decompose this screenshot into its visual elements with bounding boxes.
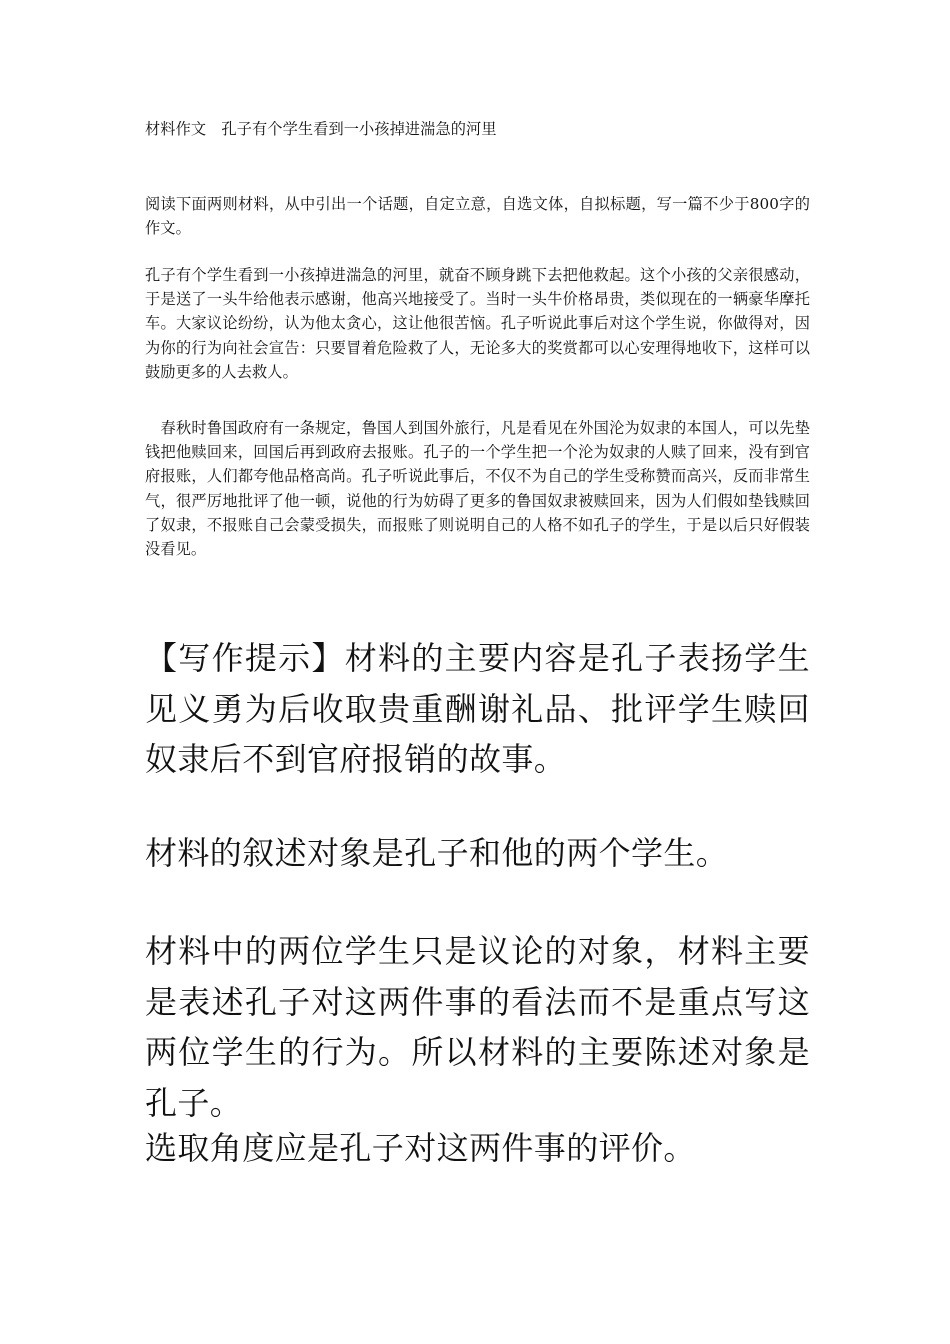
assignment-instructions: 阅读下面两则材料，从中引出一个话题，自定立意，自选文体，自拟标题，写一篇不少于800字的作文。: [145, 195, 810, 238]
writing-tip-paragraph: 材料中的两位学生只是议论的对象，材料主要是表述孔子对这两件事的看法而不是重点写这两位学生的行为。所以材料的主要陈述对象是孔子。: [145, 932, 810, 1122]
writing-tip-paragraph: 【写作提示】材料的主要内容是孔子表扬学生见义勇为后收取贵重酬谢礼品、批评学生赎回奴隶后不到官府报销的故事。: [145, 639, 810, 778]
writing-tip-paragraph: 材料的叙述对象是孔子和他的两个学生。: [145, 834, 729, 872]
writing-tip-paragraph: 选取角度应是孔子对这两件事的评价。: [145, 1129, 696, 1167]
material-paragraph-1: 孔子有个学生看到一小孩掉进湍急的河里，就奋不顾身跳下去把他救起。这个小孩的父亲很感动，于是送了一头牛给他表示感谢，他高兴地接受了。当时一头牛价格昂贵，类似现在的一辆豪华摩托车。大家议论纷纷，认为他太贪心，这让他很苦恼。孔子听说此事后对这个学生说，你做得对，因为你的行为向社会宣告：只要冒着危险救了人，无论多大的奖赏都可以心安理得地收下，这样可以鼓励更多的人去救人。: [145, 266, 810, 381]
document-title: 材料作文 孔子有个学生看到一小孩掉进湍急的河里: [145, 120, 497, 138]
material-paragraph-2: 春秋时鲁国政府有一条规定，鲁国人到国外旅行，凡是看见在外国沦为奴隶的本国人，可以先垫钱把他赎回来，回国后再到政府去报账。孔子的一个学生把一个沦为奴隶的人赎了回来，没有到官府报账，人们都夸他品格高尚。孔子听说此事后，不仅不为自己的学生受称赞而高兴，反而非常生气，很严厉地批评了他一顿，说他的行为妨碍了更多的鲁国奴隶被赎回来，因为人们假如垫钱赎回了奴隶，不报账自己会蒙受损失，而报账了则说明自己的人格不如孔子的学生，于是以后只好假装没看见。: [145, 419, 810, 559]
